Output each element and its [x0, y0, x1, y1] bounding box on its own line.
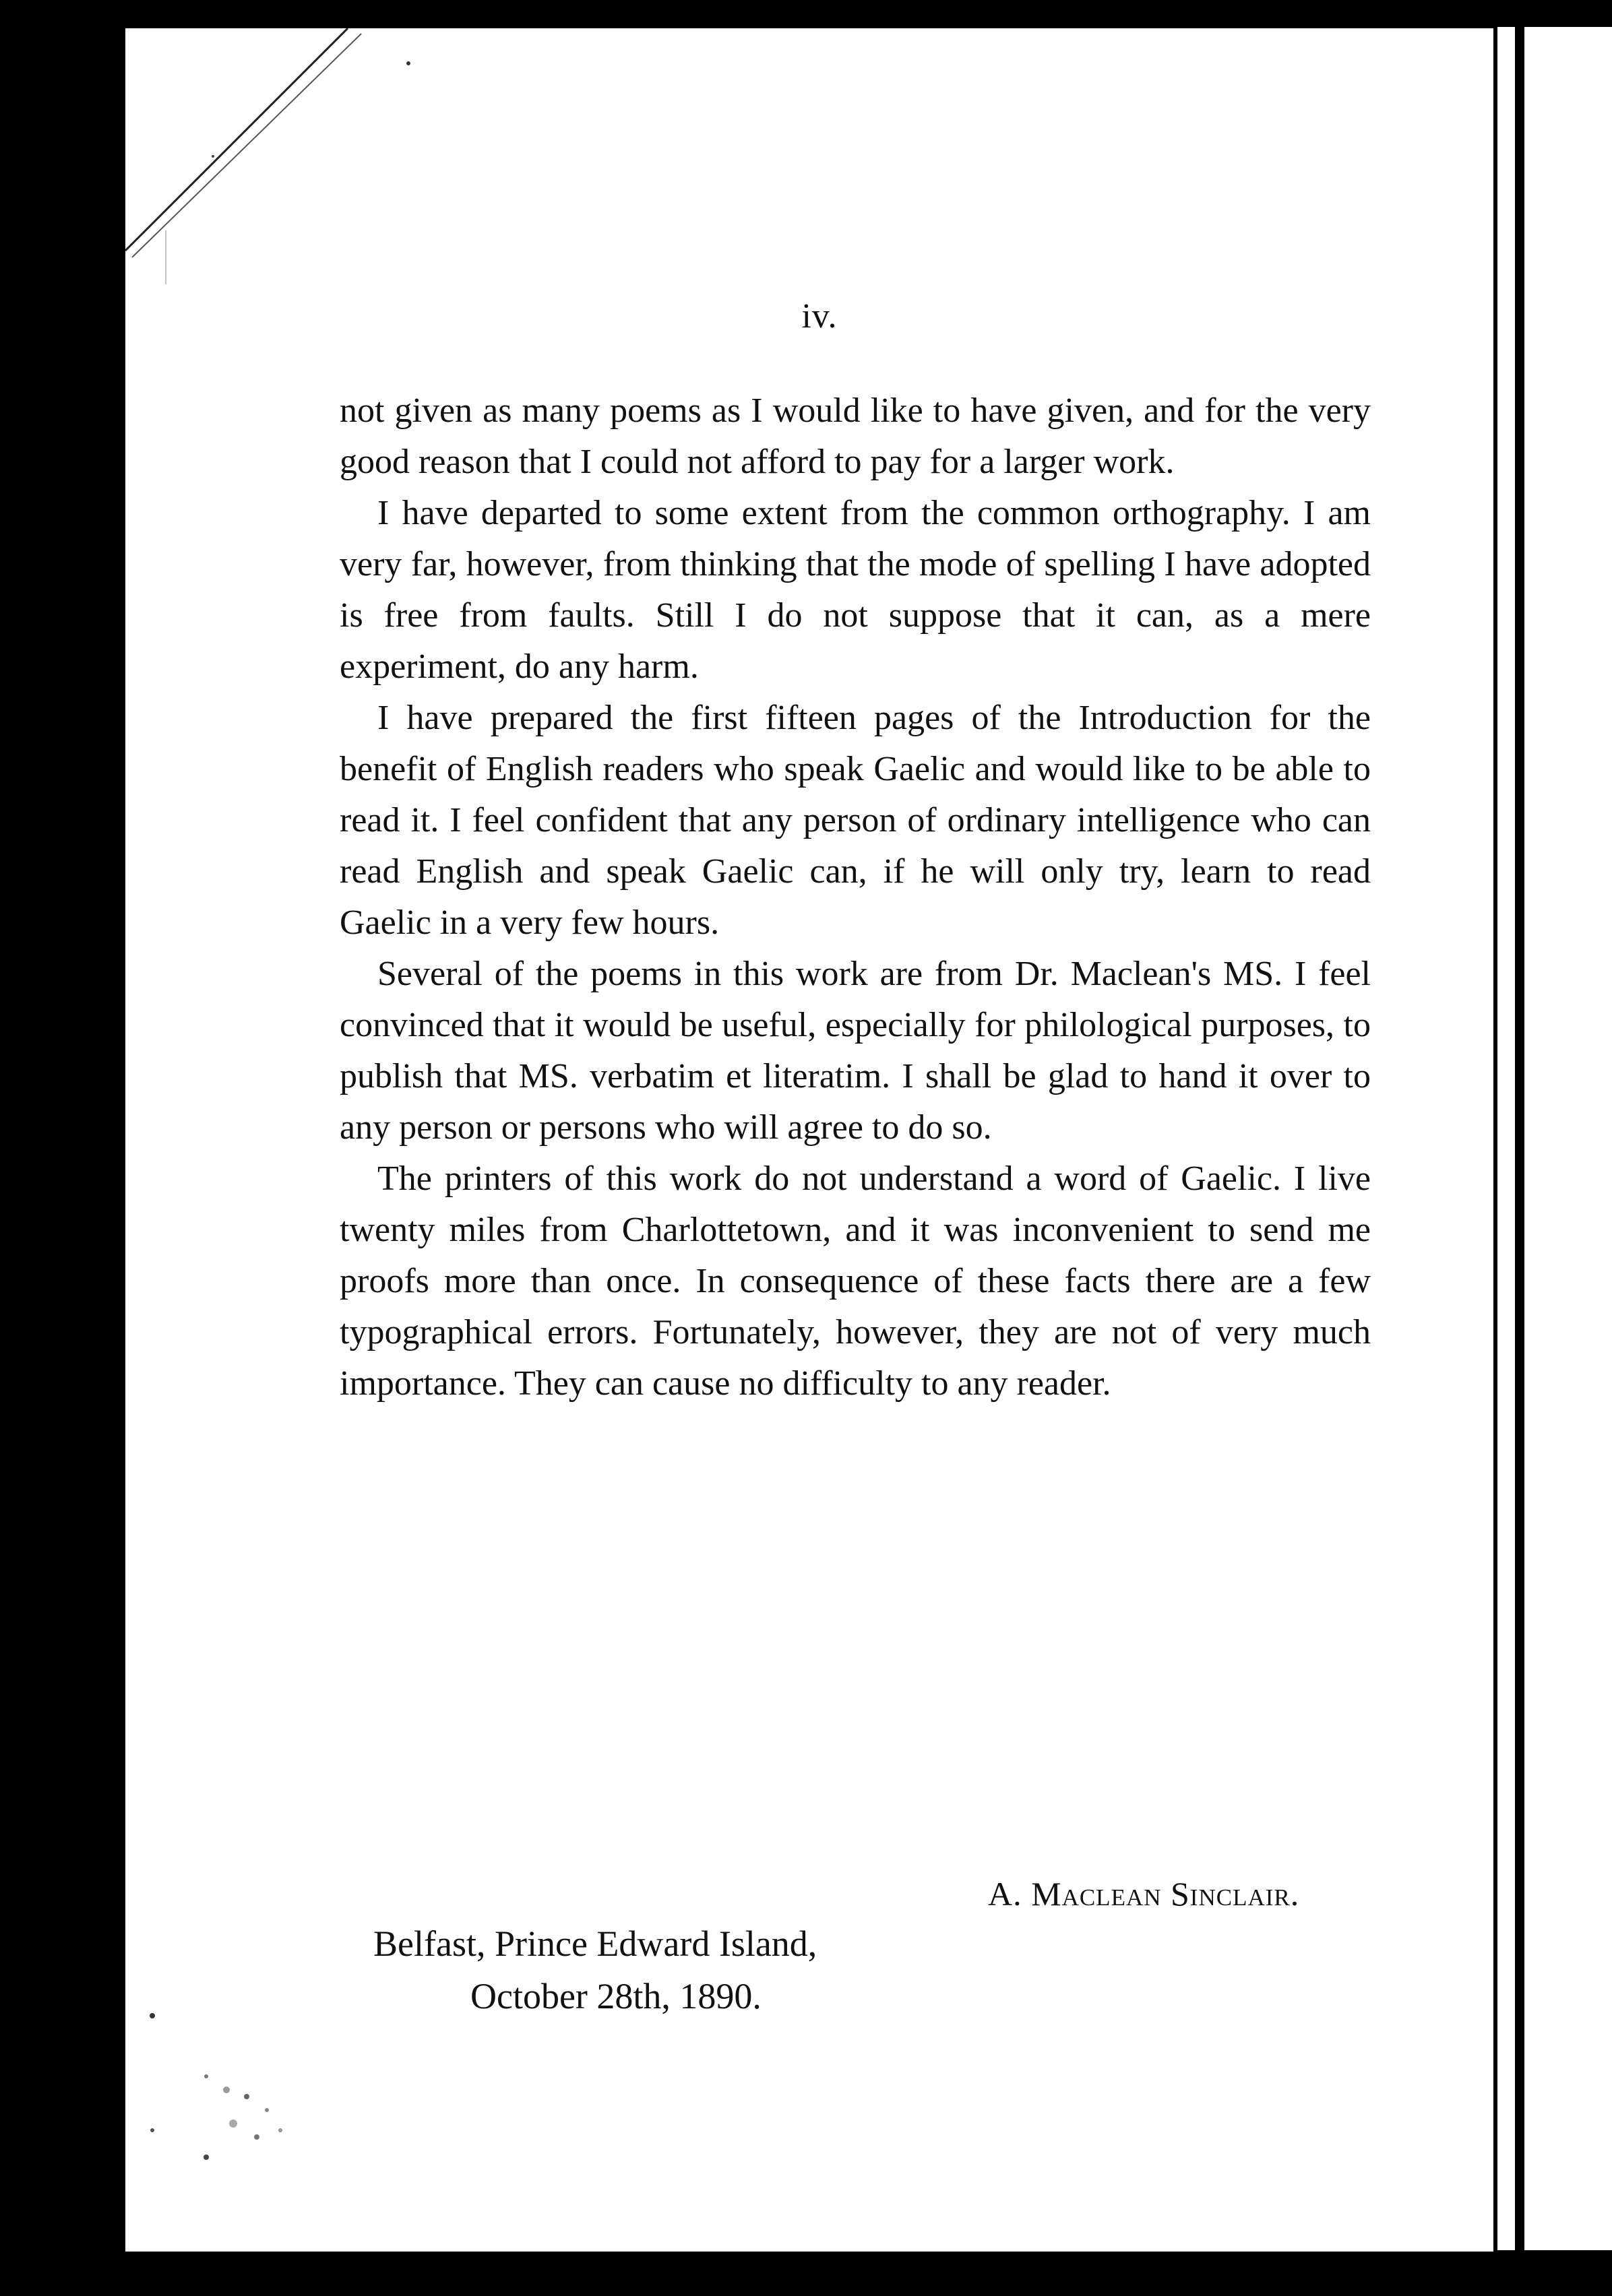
paragraph-3: I have prepared the first fifteen pages of the Introduction for the benefit of English readers who speak Gaelic and would like to be able to read it. I feel confident that any person of ordinary intelligence who can read English and speak Gaelic can, if he will only try, learn to read Gaelic in a very few hours.	[340, 699, 1371, 942]
date-line: October 28th, 1890.	[470, 1976, 762, 2016]
place-line: Belfast, Prince Edward Island,	[373, 1923, 817, 1964]
paragraph-5: The printers of this work do not understand a word of Gaelic. I live twenty miles from Charlottetown, and it was inconvenient to send me proofs more than once. In consequence of these facts there are a few typographical errors. Fortunately, however, they are not of very much importance. They can cause no difficulty to any reader.	[340, 1159, 1371, 1403]
scanned-page	[125, 28, 1493, 2252]
page-number: iv.	[801, 297, 838, 336]
page-right-edge	[1497, 27, 1515, 2250]
paragraph-1: not given as many poems as I would like to have given, and for the very good reason that I could not afford to pay for a larger work.	[340, 391, 1371, 481]
author-signature: A. Maclean Sinclair.	[988, 1875, 1300, 1913]
paragraph-2: I have departed to some extent from the common orthography. I am very far, however, from thinking that the mode of spelling I have adopted is free from faults. Still I do not suppose that it can, as a mere experiment, do any harm.	[340, 494, 1371, 686]
paragraph-4: Several of the poems in this work are from Dr. Maclean's MS. I feel convinced that it would be useful, especially for philological purposes, to publish that MS. verbatim et literatim. I shall be glad to hand it over to any person or persons who will agree to do so.	[340, 955, 1371, 1147]
gutter-shadow	[1515, 27, 1524, 2250]
adjacent-page-edge	[1515, 27, 1612, 2250]
body-text	[340, 385, 1371, 1409]
folded-corner	[125, 28, 476, 338]
page-damage-speckle	[125, 1982, 476, 2252]
